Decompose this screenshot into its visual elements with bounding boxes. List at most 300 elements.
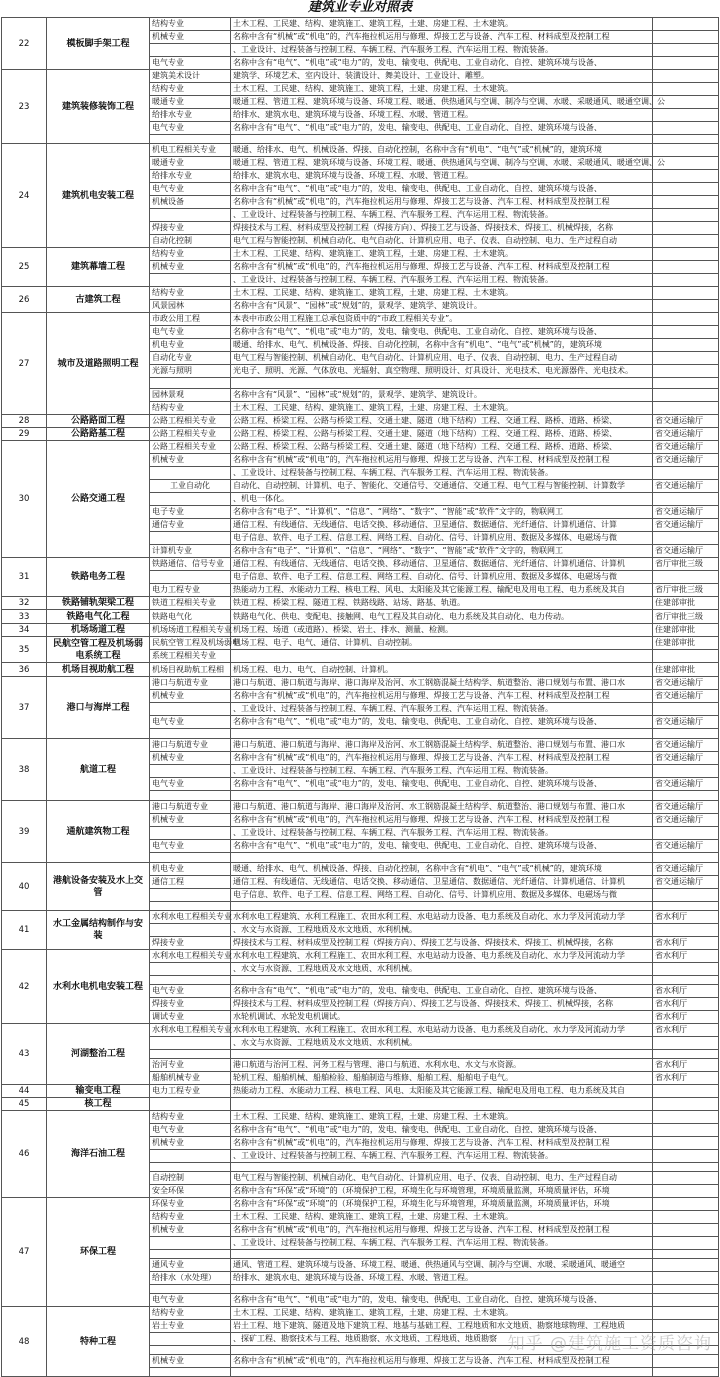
table-row [2,801,719,814]
description-cell: 给排水、建筑水电、建筑环境与设备、环境工程、水暖、管道工程。 [231,170,653,183]
major-cell: 机场场道工程相关专业 [150,624,231,637]
item-number: 23 [2,70,47,144]
major-cell: 机电专业 [150,339,231,352]
approval-dept-cell [653,135,719,144]
approval-dept-cell [653,170,719,183]
approval-dept-cell [653,650,719,663]
approval-dept-cell [653,976,719,985]
description-cell: 名称中含有“风景”、“园林”或“规划”的，景观学、建筑学、建筑设计。 [231,300,653,313]
description-cell: 名称中含有“环保”或“环境”的（环境保护工程，环境生化与环境管理，环境质量监测，环境质量评估，环境 [231,1198,653,1211]
major-cell: 建筑美术设计 [150,70,231,83]
description-cell [231,1163,653,1172]
approval-dept-cell [653,1185,719,1198]
item-number: 30 [2,441,47,558]
approval-dept-cell [653,18,719,31]
description-cell: 名称中含有“机械”或“机电”的，汽车拖拉机运用与修理、焊接工艺与设备、汽车工程、材料成型及控制工程 [231,814,653,827]
description-cell: 给排水、建筑水电、建筑环境与设备、环境工程、水暖、管道工程。 [231,1272,653,1285]
approval-dept-cell: 省交通运输厅 [653,506,719,519]
approval-dept-cell [653,1137,719,1150]
description-cell: 土木工程、工民建、结构、建筑施工、建筑工程，土建、房建工程、土木建筑。 [231,1211,653,1224]
major-cell [150,135,231,144]
project-name: 机场场道工程 [47,624,150,637]
major-cell: 结构专业 [150,83,231,96]
approval-dept-cell: 省水利厅 [653,1024,719,1037]
description-cell: 港口与航道、港口航道与海岸、港口海岸及治河、水工钢筋混凝土结构学、航道整治、港口规划与布置、港口水 [231,677,653,690]
major-cell: 给排水（水处理） [150,1272,231,1285]
description-cell: 电子信息、软件、电子工程、信息工程、网络工程、自动化、信号、计算机应用、数据及多媒体、电磁场与微 [231,571,653,584]
item-number: 42 [2,950,47,1024]
description-cell: 名称中含有“电气”、“机电”或“电力”的，发电、输变电、供配电、工业自动化、自控、建筑环境与设备、 [231,326,653,339]
project-name: 特种工程 [47,1307,150,1377]
approval-dept-cell [653,287,719,300]
major-cell [150,1250,231,1259]
major-cell: 铁路电气化 [150,610,231,624]
approval-dept-cell [653,493,719,506]
major-cell [150,963,231,976]
item-number: 26 [2,287,47,313]
major-cell [150,1150,231,1163]
project-name: 水利水电机电安装工程 [47,950,150,1024]
approval-dept-cell [653,196,719,209]
approval-dept-cell: 省水利厅 [653,998,719,1011]
project-name: 核工程 [47,1098,150,1111]
major-cell [150,532,231,545]
approval-dept-cell: 省交通运输厅 [653,677,719,690]
approval-dept-cell: 省交通运输厅 [653,739,719,752]
approval-dept-cell [653,57,719,70]
approval-dept-cell [653,248,719,261]
major-cell: 通风专业 [150,1259,231,1272]
major-cell: 民航空管工程及机场弱电 [150,637,231,650]
approval-dept-cell: 省交通运输厅 [653,716,719,729]
description-cell: 土木工程、工民建、结构、建筑施工、建筑工程，土建、房建工程、土木建筑。 [231,83,653,96]
approval-dept-cell [653,326,719,339]
major-cell: 暖通专业 [150,96,231,109]
description-cell: 自动化、自动控制、计算机、电子、智能化、交通信号、交通通信、交通工程、电气工程与智能控制、计算数学 [231,480,653,493]
item-number: 22 [2,18,47,70]
description-cell: 焊接技术与工程、材料成型及控制工程（焊接方向）、焊接工艺与设备、焊接技术、焊接工、机械焊接，名称 [231,937,653,950]
major-cell [150,1037,231,1050]
major-cell [150,1237,231,1250]
major-cell: 结构专业 [150,402,231,415]
major-cell: 港口与航道专业 [150,801,231,814]
description-cell: 公路工程、桥梁工程、公路与桥梁工程、交通土建、隧道（地下结构）工程、交通工程、路桥、道路、桥梁、 [231,428,653,441]
major-cell: 电气专业 [150,778,231,791]
description-cell: 给排水、建筑水电、建筑环境与设备、环境工程、水暖、管道工程。 [231,109,653,122]
major-cell: 电气专业 [150,122,231,135]
description-cell: 名称中含有“电气”、“机电”或“电力”的，发电、输变电、供配电、工业自动化、自控、建筑环境与设备、 [231,57,653,70]
major-cell [150,889,231,902]
approval-dept-cell [653,1124,719,1137]
approval-dept-cell: 省水利厅 [653,911,719,924]
table-row [2,287,719,300]
major-cell [150,571,231,584]
project-name: 公路路面工程 [47,415,150,428]
table-row [2,313,719,326]
table-row [2,739,719,752]
major-cell: 通信工程 [150,876,231,889]
item-number: 29 [2,428,47,441]
approval-dept-cell [653,70,719,83]
project-name: 河湖整治工程 [47,1024,150,1085]
approval-dept-cell [653,83,719,96]
major-cell: 机械专业 [150,1224,231,1237]
description-cell: 名称中含有“机械”或“机电”的，汽车拖拉机运用与修理、焊接工艺与设备、汽车工程、材料成型及控制工程 [231,1355,653,1368]
description-cell: 土木工程、工民建、结构、建筑施工、建筑工程，土建、房建工程、土木建筑。 [231,402,653,415]
description-cell: 暖通、给排水、电气、机械设备、焊接、自动化控制，名称中含有“机电”、“电气”或“机械”的，建筑环境 [231,339,653,352]
major-cell: 系统工程相关专业 [150,650,231,663]
project-name: 公路路基工程 [47,428,150,441]
table-row [2,637,719,650]
approval-dept-cell: 省水利厅 [653,985,719,998]
description-cell: 港口与航道、港口航道与海岸、港口海岸及治河、水工钢筋混凝土结构学、航道整治、港口规划与布置、港口水 [231,739,653,752]
major-cell: 治河专业 [150,1059,231,1072]
major-cell [150,209,231,222]
description-cell: 名称中含有“电气”、“机电”或“电力”的，发电、输变电、供配电、工业自动化、自控、建筑环境与设备、 [231,716,653,729]
description-cell: 名称中含有“机械”或“机电”的，汽车拖拉机运用与修理、焊接工艺与设备、汽车工程、材料成型及控制工程 [231,690,653,703]
approval-dept-cell [653,300,719,313]
description-cell [231,902,653,911]
major-cell: 焊接专业 [150,998,231,1011]
major-cell: 水利水电工程相关专业 [150,950,231,963]
major-cell: 船舶机械专业 [150,1072,231,1085]
description-cell: 、工业设计、过程装备与控制工程、车辆工程、汽车服务工程、汽车运用工程、物流装备。 [231,44,653,57]
major-cell: 铁路通信、信号专业 [150,558,231,571]
item-number: 25 [2,248,47,287]
major-cell: 公路工程相关专业 [150,441,231,454]
description-cell: 、水文与水资源、工程地质及水文地质、水利机械。 [231,1037,653,1050]
description-cell: 光电子、照明、光源、气体放电、光辐射、真空物理、照明设计、灯具设计、光电技术、电光源器件、光电技术。 [231,365,653,378]
page-title: 建筑业专业对照表 [307,0,412,15]
table-row [2,663,719,677]
major-cell: 机械专业 [150,261,231,274]
item-number: 24 [2,144,47,248]
major-cell [150,976,231,985]
description-cell: 、工业设计、过程装备与控制工程、车辆工程、汽车服务工程、汽车运用工程、物流装备。 [231,467,653,480]
approval-dept-cell: 住建部审批 [653,597,719,610]
major-cell: 电气专业 [150,326,231,339]
approval-dept-cell [653,389,719,402]
description-cell [231,1098,653,1111]
major-cell: 电力工程专业 [150,584,231,597]
description-cell: 本表中市政公用工程施工总承包资质中的“市政工程相关专业”。 [231,313,653,326]
description-cell: 、工业设计、过程装备与控制工程、车辆工程、汽车服务工程、汽车运用工程、物流装备。 [231,765,653,778]
table-row [2,415,719,428]
description-cell [231,135,653,144]
project-name: 水工金属结构制作与安装 [47,911,150,950]
description-cell: 、工业设计、过程装备与控制工程、车辆工程、汽车服务工程、汽车运用工程、物流装备。 [231,1237,653,1250]
project-name: 输变电工程 [47,1085,150,1098]
description-cell: 公路工程、桥梁工程、公路与桥梁工程、交通土建、隧道（地下结构）工程、交通工程、路桥、道路、桥梁、 [231,415,653,428]
description-cell: 名称中含有“机械”或“机电”的，汽车拖拉机运用与修理、焊接工艺与设备、汽车工程、材料成型及控制工程 [231,196,653,209]
description-cell: 名称中含有“机械”或“机电”的，汽车拖拉机运用与修理、焊接工艺与设备、汽车工程、材料成型及控制工程 [231,261,653,274]
item-number: 39 [2,801,47,863]
major-cell: 环保专业 [150,1198,231,1211]
table-row [2,558,719,571]
major-cell: 机械专业 [150,690,231,703]
description-cell: 土木工程、工民建、结构、建筑施工、建筑工程，土建、房建工程、土木建筑。 [231,18,653,31]
major-cell: 结构专业 [150,1111,231,1124]
major-cell: 电气专业 [150,1124,231,1137]
approval-dept-cell: 省水利厅 [653,937,719,950]
major-cell: 电子专业 [150,506,231,519]
major-cell: 公路工程相关专业 [150,428,231,441]
table-row [2,597,719,610]
description-cell: 、探矿工程、勘察技术与工程、地质勘察、水文地质、工程地质、地质勘察 [231,1333,653,1346]
description-cell: 名称中含有“机械”或“机电”的，汽车拖拉机运用与修理、焊接工艺与设备、汽车工程、材料成型及控制工程 [231,1137,653,1150]
description-cell: 建筑学、环境艺术、室内设计、装潢设计、舞美设计、工业设计、雕塑。 [231,70,653,83]
description-cell: 土木工程、工民建、结构、建筑施工、建筑工程，土建、房建工程、土木建筑。 [231,1307,653,1320]
major-cell: 电气专业 [150,985,231,998]
major-cell: 机械专业 [150,1137,231,1150]
description-cell: 名称中含有“机械”或“机电”的，汽车拖拉机运用与修理、焊接工艺与设备、汽车工程、材料成型及控制工程 [231,454,653,467]
approval-dept-cell: 省交通运输厅 [653,415,719,428]
description-cell: 名称中含有“风景”、“园林”或“规划”的，景观学、建筑学、建筑设计。 [231,389,653,402]
description-cell: 港口与航道、港口航道与海岸、港口海岸及治河、水工钢筋混凝土结构学、航道整治、港口规划与布置、港口水 [231,801,653,814]
item-number: 40 [2,863,47,911]
project-name: 航道工程 [47,739,150,801]
major-cell: 机械专业 [150,814,231,827]
description-cell: 名称中含有“电气”、“机电”或“电力”的，发电、输变电、供配电、工业自动化、自控、建筑环境与设备、 [231,1294,653,1307]
major-cell [150,274,231,287]
approval-dept-cell: 省水利厅 [653,1011,719,1024]
approval-dept-cell [653,765,719,778]
approval-dept-cell: 住建部审批 [653,624,719,637]
approval-dept-cell [653,1250,719,1259]
description-cell: 机场工程、场道（或道路）、桥梁、岩土、排水、测量、检测。 [231,624,653,637]
approval-dept-cell: 省交通运输厅 [653,814,719,827]
item-number: 45 [2,1098,47,1111]
major-cell: 电气专业 [150,1294,231,1307]
item-number: 32 [2,597,47,610]
table-row [2,950,719,963]
project-name: 铁路铺轨架梁工程 [47,597,150,610]
major-cell [150,729,231,739]
description-cell [231,853,653,863]
project-name: 铁路电务工程 [47,558,150,597]
major-cell: 机械专业 [150,1355,231,1368]
major-cell: 机械专业 [150,752,231,765]
description-cell: 岩土工程、地下建筑、隧道及地下建筑工程、地基与基础工程、工程地质和水文地质、勘察地球物理、工程地质 [231,1320,653,1333]
approval-dept-cell: 省交通运输厅 [653,876,719,889]
description-cell: 通信工程、有线通信、无线通信、电话交换、移动通信、卫星通信、数据通信、光纤通信、计算机通信、计算 [231,519,653,532]
approval-dept-cell [653,1368,719,1377]
description-cell [231,791,653,801]
approval-dept-cell [653,209,719,222]
table-row [2,70,719,83]
major-cell [150,765,231,778]
approval-dept-cell: 省水利厅 [653,950,719,963]
description-cell: 铁道工程、桥梁工程、隧道工程、铁路线路、站场、路基、轨道。 [231,597,653,610]
description-cell: 水利水电工程建筑、水利工程施工、农田水利工程、水电站动力设备、电力系统及自动化、水力学及河流动力学 [231,911,653,924]
approval-dept-cell [653,703,719,716]
approval-dept-cell: 省交通运输厅 [653,454,719,467]
project-name: 港口与海岸工程 [47,677,150,739]
approval-dept-cell: 省交通运输厅 [653,752,719,765]
description-cell: 水轮机调试、水轮发电机调试。 [231,1011,653,1024]
approval-dept-cell [653,467,719,480]
approval-dept-cell: 省交通运输厅 [653,441,719,454]
approval-dept-cell [653,109,719,122]
item-number: 46 [2,1111,47,1198]
description-cell: 名称中含有“电气”、“机电”或“电力”的，发电、输变电、供配电、工业自动化、自控、建筑环境与设备、 [231,183,653,196]
description-cell: 电气工程与智能控制、机械自动化、电气自动化、计算机应用、电子、仪表、自动控制、电力、生产过程自动 [231,1172,653,1185]
approval-dept-cell: 省交通运输厅 [653,519,719,532]
approval-dept-cell [653,352,719,365]
approval-dept-cell [653,1355,719,1368]
project-name: 铁路电气化工程 [47,610,150,624]
table-row [2,428,719,441]
description-cell: 、工业设计、过程装备与控制工程、车辆工程、汽车服务工程、汽车运用工程、物流装备。 [231,209,653,222]
approval-dept-cell: 省厅审批三级 [653,610,719,624]
description-cell: 土木工程、工民建、结构、建筑施工、建筑工程，土建、房建工程、土木建筑。 [231,1111,653,1124]
description-cell: 暖通工程、管道工程、建筑环境与设备、环境工程、暖通、供热通风与空调、制冷与空调、水暖、采暖通风、暖通空调、公 [231,96,653,109]
major-cell: 计算机专业 [150,545,231,558]
description-cell: 电气工程与智能控制、机械自动化、电气自动化、计算机应用、电子、仪表、自动控制、电力、生产过程自动 [231,235,653,248]
major-cell: 结构专业 [150,1211,231,1224]
major-cell [150,1285,231,1294]
approval-dept-cell: 省厅审批三级 [653,584,719,597]
major-cell [150,1163,231,1172]
project-name: 港航设备安装及水上交管 [47,863,150,911]
major-cell [150,467,231,480]
approval-dept-cell: 省水利厅 [653,1072,719,1085]
approval-dept-cell [653,1050,719,1059]
approval-dept-cell: 省厅审批三级 [653,558,719,571]
approval-dept-cell [653,274,719,287]
description-cell: 港口航道与治河工程、河务工程与管理、港口与航道、水利水电、水文与水资源。 [231,1059,653,1072]
approval-dept-cell [653,1272,719,1285]
approval-dept-cell: 省交通运输厅 [653,428,719,441]
description-cell [231,1050,653,1059]
project-name: 模板脚手架工程 [47,18,150,70]
approval-dept-cell [653,1098,719,1111]
description-cell: 名称中含有“机械”或“机电”的，汽车拖拉机运用与修理、焊接工艺与设备、汽车工程、材料成型及控制工程 [231,31,653,44]
approval-dept-cell [653,1285,719,1294]
table-row [2,1024,719,1037]
approval-dept-cell [653,1211,719,1224]
approval-dept-cell [653,365,719,378]
description-cell: 热能动力工程、水能动力工程、核电工程、风电、太阳能及其它能源工程、输配电及用电工程、电力系统及其自 [231,1085,653,1098]
major-cell [150,378,231,389]
project-name: 公路交通工程 [47,441,150,558]
table-row [2,18,719,31]
description-cell [231,650,653,663]
major-cell: 给排水专业 [150,170,231,183]
major-cell: 结构专业 [150,287,231,300]
major-cell [150,1050,231,1059]
approval-dept-cell: 省水利厅 [653,1059,719,1072]
project-name: 城市及道路照明工程 [47,313,150,415]
description-cell: 水利水电工程建筑、水利工程施工、农田水利工程、水电站动力设备、电力系统及自动化、水力学及河流动力学 [231,1024,653,1037]
major-cell: 市政公用工程 [150,313,231,326]
major-cell [150,1368,231,1377]
major-cell [150,493,231,506]
major-cell: 机械专业 [150,454,231,467]
table-row [2,677,719,690]
major-cell: 电气专业 [150,183,231,196]
approval-dept-cell: 省交通运输厅 [653,840,719,853]
description-cell: 公路工程、桥梁工程、公路与桥梁工程、交通土建、隧道（地下结构）工程、交通工程、路桥、道路、桥梁、 [231,441,653,454]
approval-dept-cell [653,1037,719,1050]
major-cell: 自动化专业 [150,352,231,365]
table-row [2,911,719,924]
description-cell: 焊接技术与工程、材料成型及控制工程（焊接方向）、焊接工艺与设备、焊接技术、焊接工、机械焊接，名称 [231,998,653,1011]
description-cell [231,976,653,985]
description-cell: 名称中含有“电气”、“机电”或“电力”的，发电、输变电、供配电、工业自动化、自控、建筑环境与设备、 [231,122,653,135]
table-row [2,863,719,876]
approval-dept-cell [653,313,719,326]
description-cell: 焊接技术与工程、材料成型及控制工程（焊接方向）、焊接工艺与设备、焊接技术、焊接工、机械焊接，名称 [231,222,653,235]
major-cell: 园林景观 [150,389,231,402]
major-cell [150,791,231,801]
major-cell: 暖通专业 [150,157,231,170]
description-cell: 电子信息、软件、电子工程、信息工程、网络工程、自动化、信号、计算机应用、数据及多媒体、电磁场与微 [231,532,653,545]
project-name: 机场目视助航工程 [47,663,150,677]
major-cell [150,44,231,57]
approval-dept-cell [653,122,719,135]
description-cell: 轮机工程、船舶机械、船舶检验、船舶制造与维修、船舶工程、船舶电子电气。 [231,1072,653,1085]
major-cell: 自动控制 [150,1172,231,1185]
description-cell [231,1250,653,1259]
approval-dept-cell [653,144,719,157]
item-number: 27 [2,313,47,415]
approval-dept-cell: 住建部审批 [653,663,719,677]
description-cell: 名称中含有“电气”、“机电”或“电力”的，发电、输变电、供配电、工业自动化、自控、建筑环境与设备、 [231,840,653,853]
description-cell: 通信工程、有线通信、无线通信、电话交换、移动通信、卫星通信、数据通信、光纤通信、计算机通信、计算机 [231,876,653,889]
major-cell [150,853,231,863]
item-number: 37 [2,677,47,739]
approval-dept-cell: 省交通运输厅 [653,545,719,558]
approval-dept-cell [653,1198,719,1211]
description-cell: 名称中含有“电气”、“机电”或“电力”的，发电、输变电、供配电、工业自动化、自控、建筑环境与设备、 [231,985,653,998]
major-cell: 机械设备 [150,196,231,209]
major-cell: 调试专业 [150,1011,231,1024]
approval-dept-cell [653,827,719,840]
major-cell: 结构专业 [150,248,231,261]
approval-dept-cell [653,571,719,584]
project-name: 建筑幕墙工程 [47,248,150,287]
item-number: 33 [2,610,47,624]
item-number: 35 [2,637,47,663]
table-row [2,1198,719,1211]
approval-dept-cell [653,183,719,196]
item-number: 36 [2,663,47,677]
description-cell: 、工业设计、过程装备与控制工程、车辆工程、汽车服务工程、汽车运用工程、物流装备。 [231,274,653,287]
approval-dept-cell [653,1294,719,1307]
table-row [2,1098,719,1111]
approval-dept-cell [653,222,719,235]
project-name: 海洋石油工程 [47,1111,150,1198]
description-cell [231,1368,653,1377]
approval-dept-cell [653,1111,719,1124]
approval-dept-cell [653,791,719,801]
major-cell: 通信专业 [150,519,231,532]
item-number: 38 [2,739,47,801]
major-cell: 安全环保 [150,1185,231,1198]
project-name: 建筑装修装饰工程 [47,70,150,144]
approval-dept-cell [653,31,719,44]
approval-dept-cell [653,1237,719,1250]
major-cell [150,703,231,716]
major-cell: 自动化控制 [150,235,231,248]
approval-dept-cell: 住建部审批 [653,637,719,650]
description-cell: 暖通、给排水、电气、机械设备、焊接、自动化控制，名称中含有“机电”、“电气”或“机械”的，建筑环境 [231,144,653,157]
item-number: 47 [2,1198,47,1307]
major-cell: 机场目视助航工程相 [150,663,231,677]
description-cell: 、水文与水资源、工程地质及水文地质、水利机械。 [231,963,653,976]
approval-dept-cell: 省交通运输厅 [653,690,719,703]
